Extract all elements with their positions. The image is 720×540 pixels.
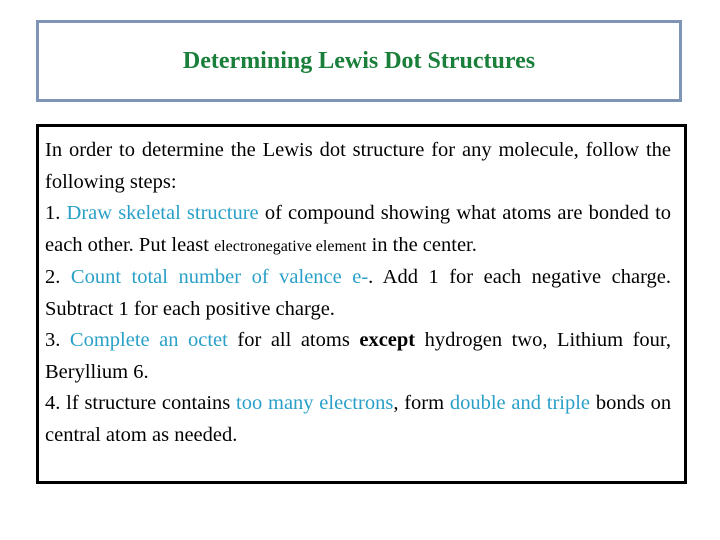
intro-paragraph <box>45 135 671 198</box>
step-4-number: 4. <box>45 392 61 414</box>
step-4-text-b: , form <box>393 392 445 414</box>
step-3-text-b: hydrogen two, Lithium four, Beryllium 6. <box>45 329 672 383</box>
step-3-number: 3. <box>45 329 61 351</box>
step-3-bold-text: except <box>359 329 416 351</box>
step-1-number: 1. <box>45 202 61 224</box>
step-4-highlight: too many electrons <box>236 392 394 414</box>
step-3-highlight: Complete an octet <box>69 329 228 351</box>
step-2-number: 2. <box>45 266 61 288</box>
step-2-highlight: Count total number of valence e- <box>70 266 369 288</box>
step-2 <box>45 262 671 325</box>
step-2-text-a: . Add 1 for each negative charge. Subtract 1 for each positive charge. <box>45 266 671 320</box>
step-3-text-a: for all atoms <box>237 329 350 351</box>
intro-text: In order to determine the Lewis dot structure for any molecule, follow the following steps: <box>45 139 671 193</box>
step-3 <box>45 325 671 388</box>
step-1-small-text: electronegative element <box>214 237 367 255</box>
title-box <box>36 20 682 102</box>
step-1-highlight: Draw skeletal structure <box>66 202 259 224</box>
step-1 <box>45 198 671 262</box>
step-4-text-a: lf structure contains <box>66 392 231 414</box>
step-4-highlight-2: double and triple <box>449 392 591 414</box>
content-box <box>36 124 687 484</box>
step-1-text-b: in the center. <box>371 233 477 256</box>
step-1-text-a: of compound showing what atoms are bonded to each other. Put least <box>45 202 672 256</box>
step-4 <box>45 388 671 451</box>
slide-title: Determining Lewis Dot Structures <box>182 47 536 74</box>
step-4-text-c: bonds on central atom as needed. <box>45 392 672 446</box>
